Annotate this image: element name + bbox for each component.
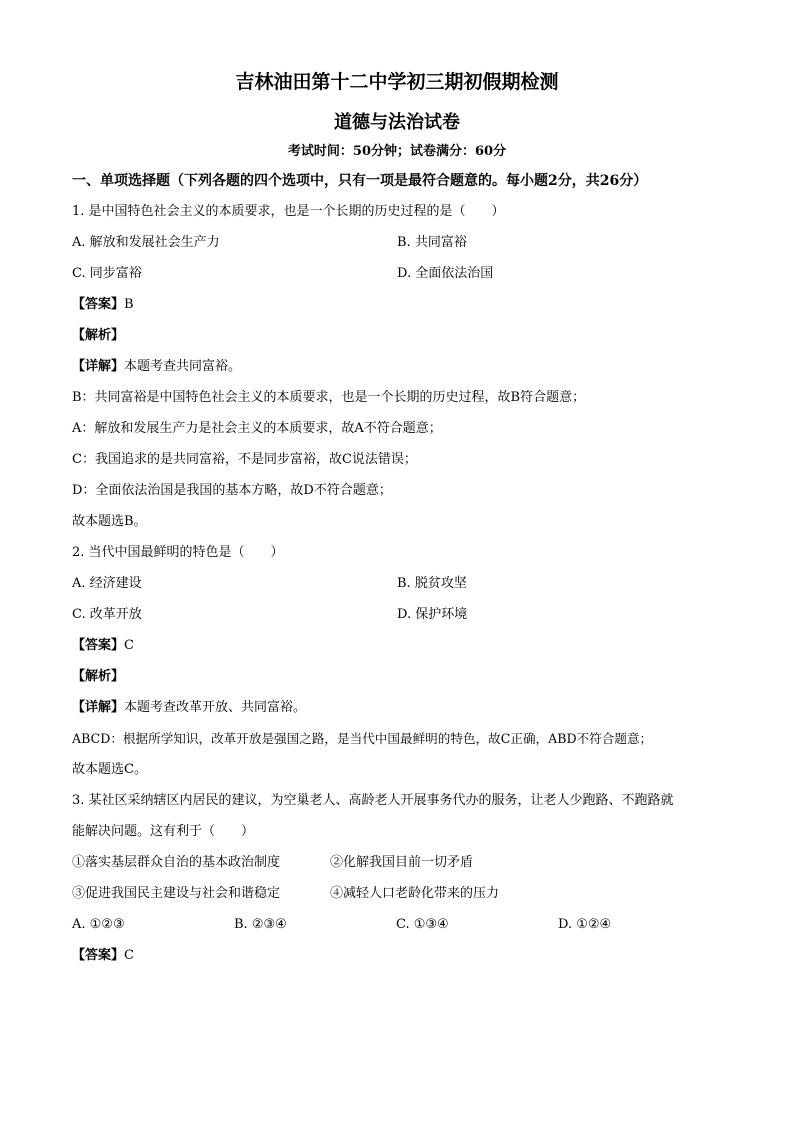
detail-tag: 【详解】	[72, 700, 125, 715]
question-3-option-b: B. ②③④	[234, 917, 287, 932]
question-1-answer	[72, 289, 722, 320]
question-3-option-c: C. ①③④	[396, 917, 449, 932]
question-3-options	[72, 909, 722, 940]
question-3-statements-row-1	[72, 847, 722, 878]
question-2-options-row-2	[72, 599, 722, 630]
question-2-analysis	[72, 661, 722, 692]
question-2-explanation: ABCD：根据所学知识，改革开放是强国之路，是当代中国最鲜明的特色，故C正确，ABD不符合题意；	[72, 731, 653, 746]
question-3-answer	[72, 940, 722, 971]
question-1-explanation-c: C：我国追求的是共同富裕，不是同步富裕，故C说法错误；	[72, 452, 417, 467]
question-2-answer	[72, 630, 722, 661]
question-2-option-a: A. 经济建设	[72, 576, 142, 591]
question-1-options-row-2	[72, 258, 722, 289]
question-1-options-row-1	[72, 227, 722, 258]
question-2-conclusion: 故本题选C。	[72, 762, 147, 777]
question-3-statement-1: ①落实基层群众自治的基本政治制度	[72, 855, 281, 870]
question-1-explanation-b: B：共同富裕是中国特色社会主义的本质要求，也是一个长期的历史过程，故B符合题意；	[72, 390, 586, 405]
exam-page	[72, 64, 722, 971]
detail-text: 本题考查改革开放、共同富裕。	[124, 700, 307, 715]
analysis-tag: 【解析】	[72, 669, 125, 684]
question-2-detail	[72, 692, 722, 723]
answer-value: B	[124, 297, 134, 312]
section-heading: 一、单项选择题（下列各题的四个选项中，只有一项是最符合题意的。每小题2分，共26分）	[72, 173, 648, 189]
question-3-option-d: D. ①②④	[558, 917, 612, 932]
answer-tag: 【答案】	[72, 297, 125, 312]
question-1-option-d: D. 全面依法治国	[397, 266, 494, 281]
question-1-analysis	[72, 320, 722, 351]
question-1-explanation-d: D：全面依法治国是我国的基本方略，故D不符合题意；	[72, 483, 392, 498]
detail-tag: 【详解】	[72, 359, 125, 374]
question-1-conclusion: 故本题选B。	[72, 514, 147, 529]
answer-value: C	[124, 948, 134, 963]
question-2-option-b: B. 脱贫攻坚	[397, 576, 467, 591]
page-subtitle: 道德与法治试卷	[334, 112, 460, 133]
detail-text: 本题考查共同富裕。	[124, 359, 242, 374]
question-1-option-b: B. 共同富裕	[397, 235, 467, 250]
question-2-stem: 2. 当代中国最鲜明的特色是（ ）	[72, 545, 284, 560]
page-title: 吉林油田第十二中学初三期初假期检测	[235, 71, 559, 93]
analysis-tag: 【解析】	[72, 328, 125, 343]
question-3-statement-2: ②化解我国目前一切矛盾	[330, 855, 474, 870]
question-3-stem-line-2: 能解决问题。这有利于（ ）	[72, 824, 255, 839]
question-3-statement-3: ③促进我国民主建设与社会和谐稳定	[72, 886, 281, 901]
question-1-explanation-a: A：解放和发展生产力是社会主义的本质要求，故A不符合题意；	[72, 421, 442, 436]
question-1-option-a: A. 解放和发展社会生产力	[72, 235, 220, 250]
answer-tag: 【答案】	[72, 948, 125, 963]
question-2-options-row-1	[72, 568, 722, 599]
answer-value: C	[124, 638, 134, 653]
question-2-option-d: D. 保护环境	[397, 607, 468, 622]
question-3-stem-line-1: 3. 某社区采纳辖区内居民的建议，为空巢老人、高龄老人开展事务代办的服务，让老人少跑路、不跑路就	[72, 793, 674, 808]
question-3-statement-4: ④减轻人口老龄化带来的压力	[330, 886, 500, 901]
question-2-option-c: C. 改革开放	[72, 607, 142, 622]
exam-info: 考试时间：50分钟；试卷满分：60分	[287, 144, 507, 159]
question-3-option-a: A. ①②③	[72, 917, 125, 932]
question-1-option-c: C. 同步富裕	[72, 266, 142, 281]
answer-tag: 【答案】	[72, 638, 125, 653]
question-3-statements-row-2	[72, 878, 722, 909]
question-1-detail	[72, 351, 722, 382]
question-1-stem: 1. 是中国特色社会主义的本质要求，也是一个长期的历史过程的是（ ）	[72, 204, 505, 219]
